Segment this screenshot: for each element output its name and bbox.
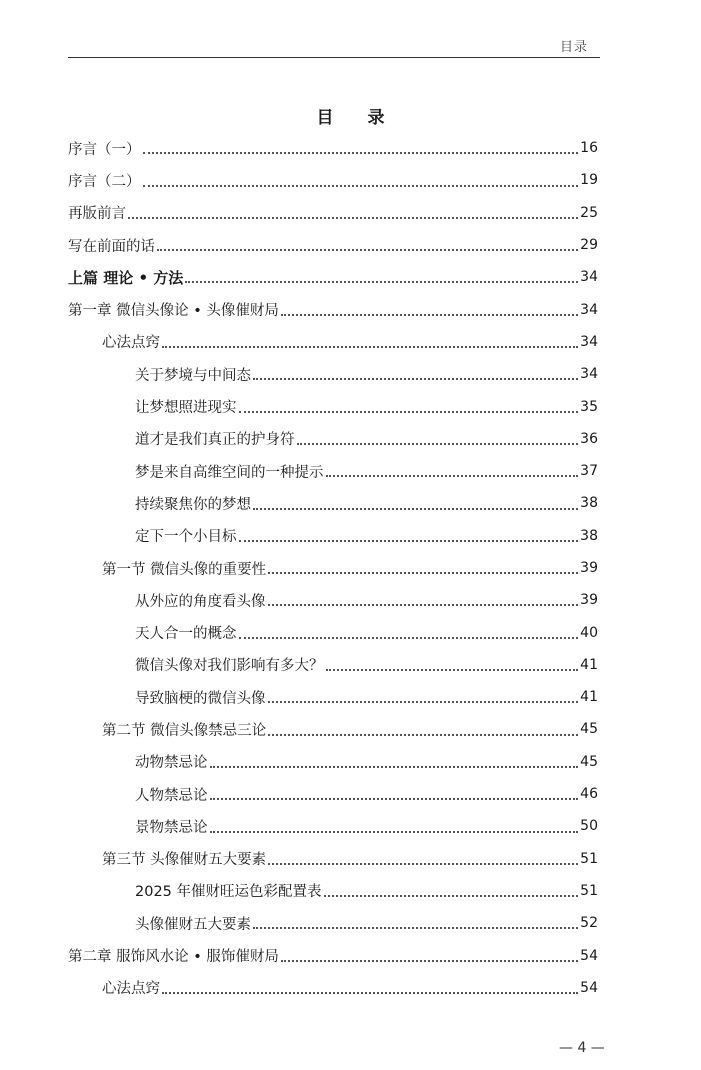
toc-entry-label: 从外应的角度看头像 — [135, 593, 266, 610]
toc-entry-page: 39 — [580, 592, 598, 609]
toc-entry-page: 46 — [580, 786, 598, 803]
dot-leader — [239, 411, 579, 413]
toc-entry-label: 导致脑梗的微信头像 — [135, 690, 266, 707]
toc-entry-page: 29 — [580, 237, 598, 254]
header-rule — [68, 57, 600, 58]
toc-entry-page: 41 — [580, 689, 598, 706]
dot-leader — [162, 346, 578, 348]
dot-leader — [210, 798, 579, 800]
dot-leader — [253, 508, 578, 510]
dot-leader — [143, 185, 579, 187]
page-number: — 4 — — [559, 1040, 605, 1056]
toc-entry[interactable] — [68, 713, 598, 745]
toc-entry-page: 52 — [580, 915, 598, 932]
toc-entry-label: 心法点窍 — [102, 981, 160, 998]
dot-leader — [239, 637, 579, 639]
toc-entry[interactable] — [68, 810, 598, 842]
dot-leader — [143, 152, 579, 154]
toc-entry-page: 38 — [580, 495, 598, 512]
toc-entry-label: 天人合一的概念 — [135, 626, 237, 643]
toc-entry-page: 34 — [580, 269, 598, 286]
toc-entry-label: 定下一个小目标 — [135, 529, 237, 546]
toc-entry-label: 持续聚焦你的梦想 — [135, 496, 251, 513]
toc-entry-label: 人物禁忌论 — [135, 787, 208, 804]
toc-entry-label: 第一节 微信头像的重要性 — [102, 561, 267, 578]
toc-entry-label: 第二节 微信头像禁忌三论 — [102, 722, 267, 739]
dot-leader — [268, 701, 579, 703]
dot-leader — [157, 249, 578, 251]
toc-entry[interactable] — [68, 132, 598, 164]
toc-entry-label: 心法点窍 — [102, 335, 160, 352]
dot-leader — [281, 314, 578, 316]
toc-entry-page: 51 — [580, 882, 598, 899]
toc-entry[interactable] — [68, 552, 598, 584]
toc-entry[interactable] — [68, 843, 598, 875]
dot-leader — [268, 734, 578, 736]
toc-entry[interactable] — [68, 455, 598, 487]
toc-entry-label: 再版前言 — [68, 206, 126, 223]
toc-entry-label: 头像催财五大要素 — [135, 916, 251, 933]
toc-entry[interactable] — [68, 972, 598, 1004]
toc-entry-page: 36 — [580, 430, 598, 447]
toc-entry-page: 54 — [580, 979, 598, 996]
dot-leader — [268, 863, 578, 865]
toc-entry-page: 45 — [580, 721, 598, 738]
toc-entry[interactable] — [68, 907, 598, 939]
toc-entry[interactable] — [68, 649, 598, 681]
toc-entry[interactable] — [68, 584, 598, 616]
toc-entry-page: 51 — [580, 850, 598, 867]
toc-entry[interactable] — [68, 261, 598, 293]
toc-entry[interactable] — [68, 197, 598, 229]
toc-entry-label: 动物禁忌论 — [135, 755, 208, 772]
toc-entry[interactable] — [68, 229, 598, 261]
dot-leader — [268, 604, 579, 606]
dot-leader — [253, 378, 578, 380]
toc-entry-page: 16 — [580, 140, 598, 157]
toc-entry[interactable] — [68, 358, 598, 390]
toc-entry-page: 35 — [580, 398, 598, 415]
running-header: 目录 — [560, 40, 589, 55]
toc-entry-page: 50 — [580, 818, 598, 835]
dot-leader — [210, 831, 579, 833]
toc-entry[interactable] — [68, 326, 598, 358]
toc-entry-page: 54 — [580, 947, 598, 964]
dot-leader — [326, 475, 579, 477]
toc-entry[interactable] — [68, 616, 598, 648]
toc-entry-page: 38 — [580, 527, 598, 544]
toc-entry[interactable] — [68, 423, 598, 455]
toc-entry-label: 序言（二） — [68, 173, 141, 190]
toc-entry-label: 梦是来自高维空间的一种提示 — [135, 464, 324, 481]
dot-leader — [268, 572, 578, 574]
toc-entry-label: 第三节 头像催财五大要素 — [102, 852, 267, 869]
dot-leader — [162, 992, 578, 994]
toc-entry[interactable] — [68, 681, 598, 713]
toc-entry-page: 34 — [580, 366, 598, 383]
toc-entry[interactable] — [68, 520, 598, 552]
toc-entry-label: 第二章 服饰风水论 • 服饰催财局 — [68, 949, 279, 966]
toc-entry-page: 39 — [580, 560, 598, 576]
toc-entry[interactable] — [68, 875, 598, 907]
toc-entry-label: 序言（一） — [68, 141, 141, 158]
toc-entry-label: 上篇 理论 • 方法 — [68, 268, 184, 287]
toc-entry[interactable] — [68, 293, 598, 325]
toc-entry[interactable] — [68, 939, 598, 971]
table-of-contents — [68, 132, 598, 1004]
toc-entry-label: 2025 年催财旺运色彩配置表 — [135, 884, 322, 901]
toc-entry-label: 微信头像对我们影响有多大？ — [135, 658, 324, 675]
dot-leader — [185, 281, 578, 283]
toc-entry[interactable] — [68, 164, 598, 196]
toc-entry-label: 第一章 微信头像论 • 头像催财局 — [68, 303, 279, 320]
toc-entry-label: 让梦想照进现实 — [135, 400, 237, 417]
dot-leader — [128, 217, 578, 219]
toc-entry-label: 景物禁忌论 — [135, 819, 208, 836]
dot-leader — [297, 443, 579, 445]
toc-entry-page: 37 — [580, 463, 598, 480]
dot-leader — [281, 960, 578, 962]
toc-entry-page: 34 — [580, 301, 598, 318]
toc-entry-page: 45 — [580, 753, 598, 770]
dot-leader — [210, 766, 579, 768]
dot-leader — [253, 927, 578, 929]
toc-entry-page: 25 — [580, 204, 598, 221]
toc-entry[interactable] — [68, 487, 598, 519]
toc-entry[interactable] — [68, 778, 598, 810]
toc-entry-label: 道才是我们真正的护身符 — [135, 432, 295, 449]
toc-entry[interactable] — [68, 746, 598, 778]
toc-entry-label: 关于梦境与中间态 — [135, 367, 251, 384]
toc-entry[interactable] — [68, 390, 598, 422]
dot-leader — [326, 669, 579, 671]
dot-leader — [324, 895, 579, 897]
toc-entry-page: 40 — [580, 624, 598, 641]
toc-entry-page: 34 — [580, 333, 598, 350]
toc-entry-page: 41 — [580, 656, 598, 673]
toc-entry-page: 19 — [580, 172, 598, 189]
toc-entry-label: 写在前面的话 — [68, 238, 155, 255]
dot-leader — [239, 540, 579, 542]
page-title: 目 录 — [316, 108, 399, 128]
